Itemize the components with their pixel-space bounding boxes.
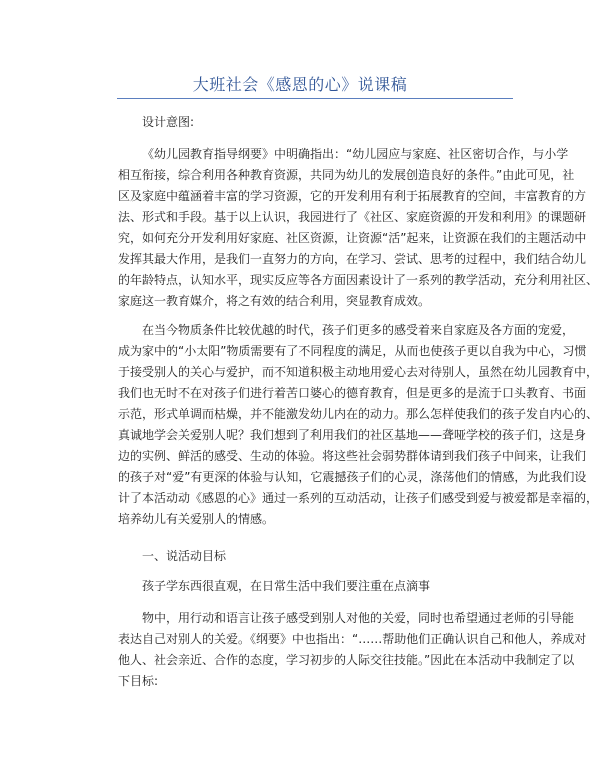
paragraph-line: 成为家中的“小太阳”物质需要有了不同程度的满足，从而也使孩子更以自我为中心，习惯 xyxy=(118,344,587,358)
paragraph-line: 孩子学东西很直观，在日常生活中我们要注重在点滴事 xyxy=(142,579,431,593)
paragraph-line: 相互衔接，综合利用各种教育资源，共同为幼儿的发展创造良好的条件。”由此可见，社 xyxy=(118,168,575,182)
paragraph-line: 《幼儿园教育指导纲要》中明确指出：“幼儿园应与家庭、社区密切合作，与小学 xyxy=(142,147,569,161)
paragraph-line: 于接受别人的关心与爱护，而不知道积极主动地用爱心去对待别人，虽然在幼儿园教育中， xyxy=(118,365,599,379)
paragraph-line: 的孩子对“爱”有更深的体验与认知，它震撼孩子们的心灵，涤荡他们的情感，为此我们设 xyxy=(118,470,587,484)
paragraph-line: 真诚地学会关爱别人呢？我们想到了利用我们的社区基地——聋哑学校的孩子们，这是身 xyxy=(118,428,587,442)
paragraph-line: 表达自己对别人的关爱。《纲要》中也指出：“……帮助他们正确认识自己和他人，养成对 xyxy=(118,632,587,646)
paragraph-line: 发挥其最大作用，是我们一直努力的方向，在学习、尝试、思考的过程中，我们结合幼儿 xyxy=(118,252,587,266)
document-title: 大班社会《感恩的心》说课稿 xyxy=(192,75,408,94)
paragraph-line: 我们也无时不在对孩子们进行着苦口婆心的德育教育，但是更多的是流于口头教育、书面 xyxy=(118,386,587,400)
paragraph-line: 培养幼儿有关爱别人的情感。 xyxy=(118,512,275,526)
paragraph-4 xyxy=(118,608,587,692)
paragraph-line: 下目标: xyxy=(118,674,159,688)
design-intent-label-block xyxy=(118,112,516,133)
paragraph-line: 究，如何充分开发利用好家庭、社区资源，让资源“活”起来，让资源在我们的主题活动中 xyxy=(118,231,587,245)
paragraph-line: 在当今物质条件比较优越的时代，孩子们更多的感受着来自家庭及各方面的宠爱， xyxy=(142,323,575,337)
heading-block xyxy=(118,546,516,567)
paragraph-line: 示范，形式单调而枯燥，并不能激发幼儿内在的动力。那么怎样使我们的孩子发自内心的、 xyxy=(118,407,599,421)
paragraph-line: 计了本活动动《感恩的心》通过一系列的互动活动，让孩子们感受到爱与被爱都是幸福的， xyxy=(118,491,599,505)
paragraph-line: 家庭这一教育媒介，将之有效的结合利用，突显教育成效。 xyxy=(118,294,431,308)
paragraph-3 xyxy=(118,576,516,597)
paragraph-2 xyxy=(118,320,599,530)
paragraph-line: 的年龄特点，认知水平，现实反应等各方面因素设计了一系列的教学活动，充分利用社区、 xyxy=(118,273,599,287)
title-underline xyxy=(117,98,513,99)
paragraph-line: 边的实例、鲜活的感受、生动的体验。将这些社会弱势群体请到我们孩子中间来，让我们 xyxy=(118,449,587,463)
paragraph-line: 物中，用行动和语言让孩子感受到别人对他的关爱，同时也希望通过老师的引导能 xyxy=(142,611,575,625)
paragraph-line: 区及家庭中蕴涵着丰富的学习资源，它的开发利用有利于拓展教育的空间，丰富教育的方 xyxy=(118,189,587,203)
paragraph-line: 他人、社会亲近、合作的态度，学习初步的人际交往技能。”因此在本活动中我制定了以 xyxy=(118,653,575,667)
section-heading: 一、说活动目标 xyxy=(142,549,227,563)
paragraph-1 xyxy=(118,144,599,312)
section-label: 设计意图: xyxy=(142,115,195,129)
paragraph-line: 法、形式和手段。基于以上认识，我园进行了《社区、家庭资源的开发和利用》的课题研 xyxy=(118,210,587,224)
